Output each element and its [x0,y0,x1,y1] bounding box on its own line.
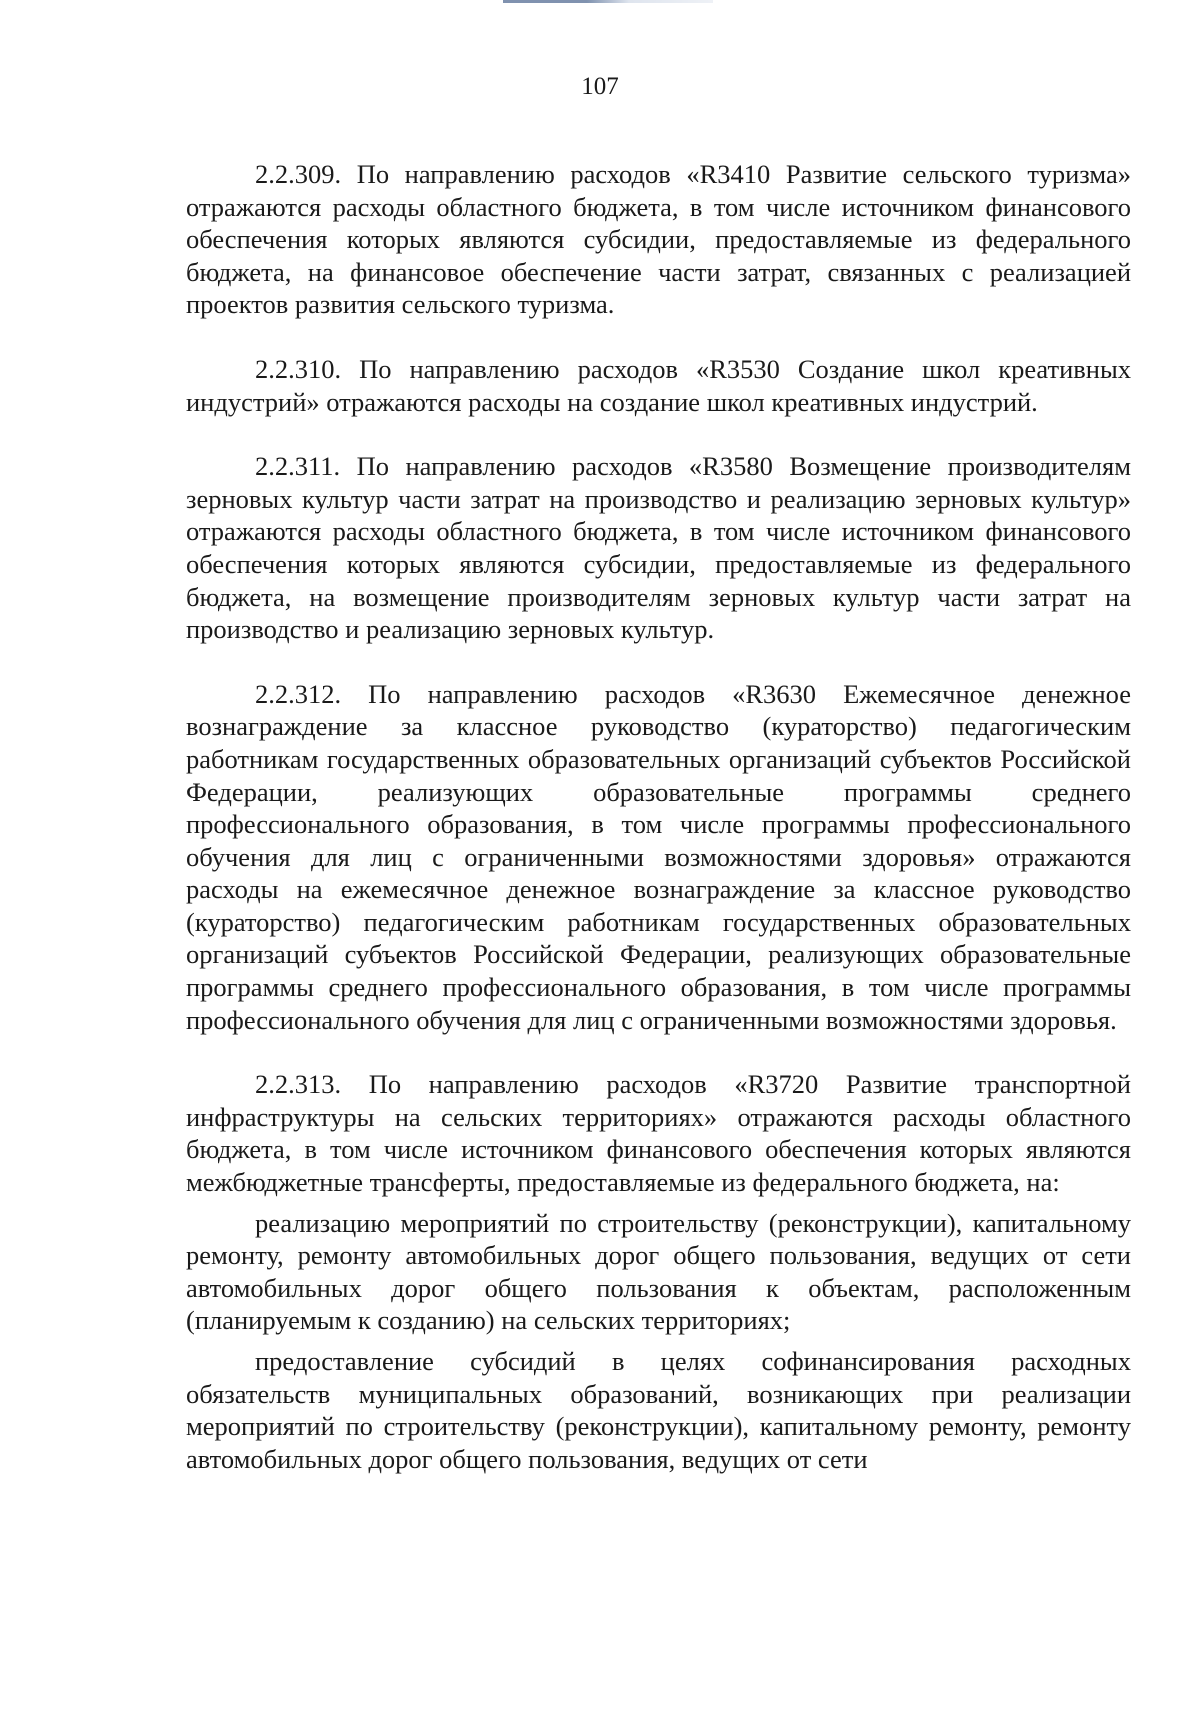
paragraph-2-2-313: 2.2.313. По направлению расходов «R3720 Развитие транспортной инфраструктуры на сельских территориях» отражаются расходы областного бюджета, в том числе источником финансового обеспечения которых являются межбюджетные трансферты, предоставляемые из федерального бюджета, на: [186,1069,1131,1198]
paragraph-2-2-312: 2.2.312. По направлению расходов «R3630 Ежемесячное денежное вознаграждение за классное руководство (кураторство) педагогическим работникам государственных образовательных организаций субъектов Российской Федерации, реализующих образовательные программы среднего профессионального образования, в том числе программы профессионального обучения для лиц с ограниченными возможностями здоровья» отражаются расходы на ежемесячное денежное вознаграждение за классное руководство (кураторство) педагогическим работникам государственных образовательных организаций субъектов Российской Федерации, реализующих образовательные программы среднего профессионального образования, в том числе программы профессионального обучения для лиц с ограниченными возможностями здоровья. [186,678,1131,1035]
scan-top-mark [503,0,713,3]
paragraph-2-2-311: 2.2.311. По направлению расходов «R3580 Возмещение производителям зерновых культур части затрат на производство и реализацию зерновых культур» отражаются расходы областного бюджета, в том числе источником финансового обеспечения которых являются субсидии, предоставляемые из федерального бюджета, на возмещение производителям зерновых культур части затрат на производство и реализацию зерновых культур. [186,451,1131,645]
paragraph-2-2-309: 2.2.309. По направлению расходов «R3410 Развитие сельского туризма» отражаются расходы областного бюджета, в том числе источником финансового обеспечения которых являются субсидии, предоставляемые из федерального бюджета, на финансовое обеспечение части затрат, связанных с реализацией проектов развития сельского туризма. [186,159,1131,320]
document-body [186,158,1131,1483]
page-number: 107 [581,73,619,100]
paragraph-2-2-310: 2.2.310. По направлению расходов «R3530 Создание школ креативных индустрий» отражаются расходы на создание школ креативных индустрий. [186,353,1131,417]
paragraph-2-2-313-item-1: реализацию мероприятий по строительству (реконструкции), капитальному ремонту, ремонту автомобильных дорог общего пользования, ведущих от сети автомобильных дорог общего пользования к объектам, расположенным (планируемым к созданию) на сельских территориях; [186,1207,1131,1336]
paragraph-2-2-313-item-2: предоставление субсидий в целях софинансирования расходных обязательств муниципальных образований, возникающих при реализации мероприятий по строительству (реконструкции), капитальному ремонту, ремонту автомобильных дорог общего пользования, ведущих от сети [186,1346,1131,1474]
